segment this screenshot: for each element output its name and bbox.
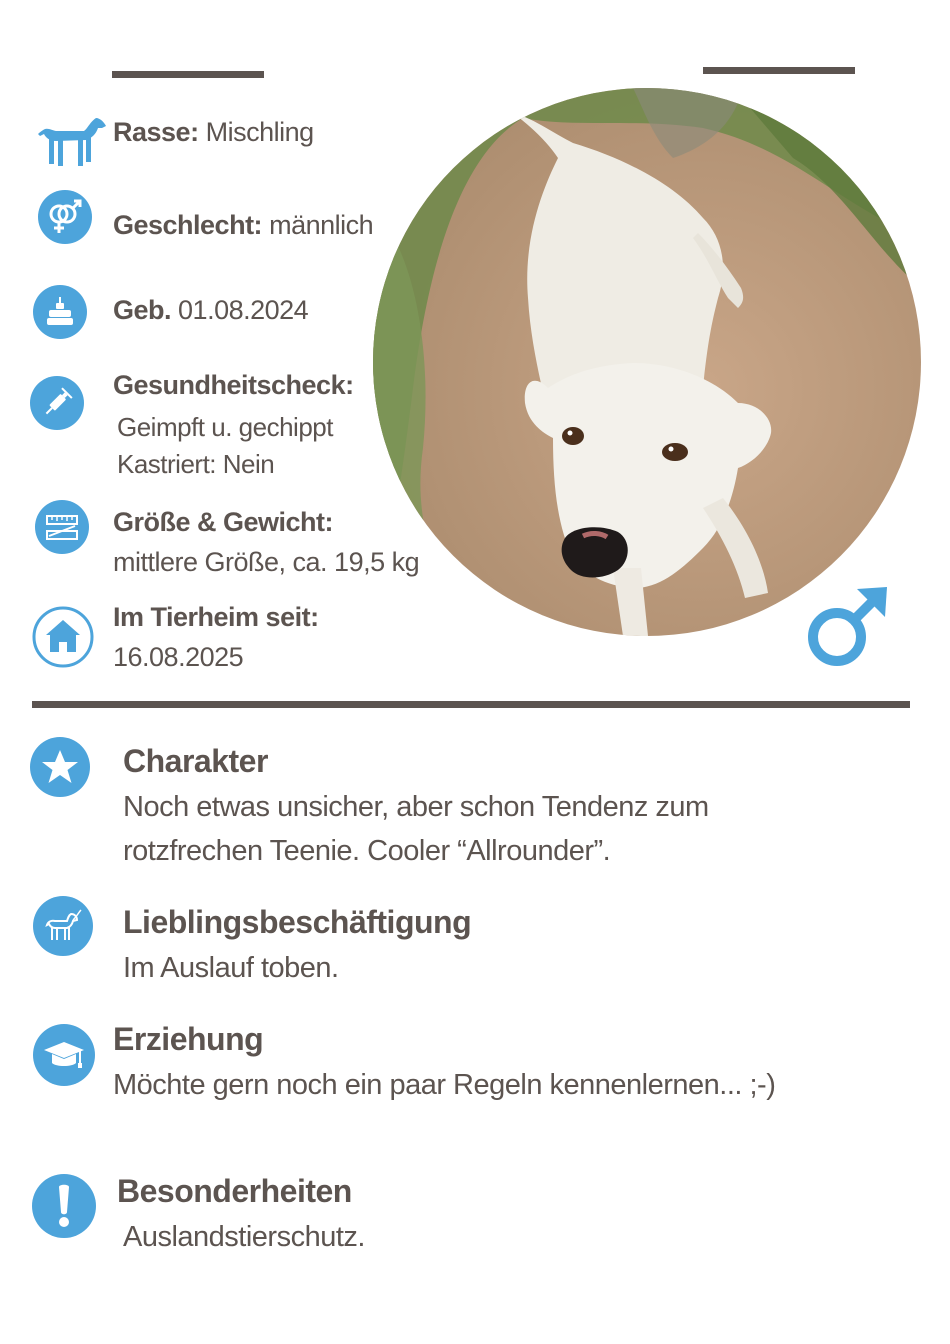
graduation-cap-icon — [33, 1024, 95, 1086]
special-title: Besonderheiten — [117, 1173, 352, 1209]
dog-leash-icon — [33, 896, 93, 956]
health-line1: Geimpft u. gechippt — [117, 412, 333, 442]
health-line2: Kastriert: Nein — [117, 449, 275, 479]
ruler-scale-icon — [35, 500, 89, 554]
breed-value: Mischling — [205, 117, 314, 147]
birth-label: Geb. — [113, 295, 172, 325]
top-left-bar — [112, 71, 264, 78]
dog-icon — [36, 114, 108, 170]
divider-bar — [32, 701, 910, 708]
top-right-bar — [703, 67, 855, 74]
birth-row — [113, 295, 308, 326]
breed-row — [113, 117, 314, 148]
syringe-icon — [30, 376, 84, 430]
shelter-value: 16.08.2025 — [113, 642, 244, 672]
gender-icon — [38, 190, 92, 244]
sex-label: Geschlecht: — [113, 210, 263, 240]
shelter-label: Im Tierheim seit: — [113, 602, 319, 632]
character-title: Charakter — [123, 743, 268, 779]
training-text: Möchte gern noch ein paar Regeln kennenlernen... ;-) — [113, 1069, 776, 1101]
house-icon — [32, 606, 94, 668]
hobby-title: Lieblingsbeschäftigung — [123, 904, 472, 940]
special-text: Auslandstierschutz. — [123, 1221, 365, 1253]
birth-value: 01.08.2024 — [178, 295, 309, 325]
sex-value: männlich — [269, 210, 374, 240]
dog-photo — [373, 88, 921, 636]
exclamation-icon — [32, 1174, 96, 1238]
size-label: Größe & Gewicht: — [113, 507, 334, 537]
breed-label: Rasse: — [113, 117, 199, 147]
size-value: mittlere Größe, ca. 19,5 kg — [113, 547, 420, 577]
male-symbol-icon — [805, 585, 889, 669]
cake-icon — [33, 285, 87, 339]
sex-row — [113, 210, 373, 241]
character-text: Noch etwas unsicher, aber schon Tendenz zum rotzfrechen Teenie. Cooler “Allrounder”. — [123, 791, 709, 867]
training-title: Erziehung — [113, 1021, 264, 1057]
star-icon — [30, 737, 90, 797]
health-label: Gesundheitscheck: — [113, 370, 354, 400]
hobby-text: Im Auslauf toben. — [123, 952, 339, 984]
